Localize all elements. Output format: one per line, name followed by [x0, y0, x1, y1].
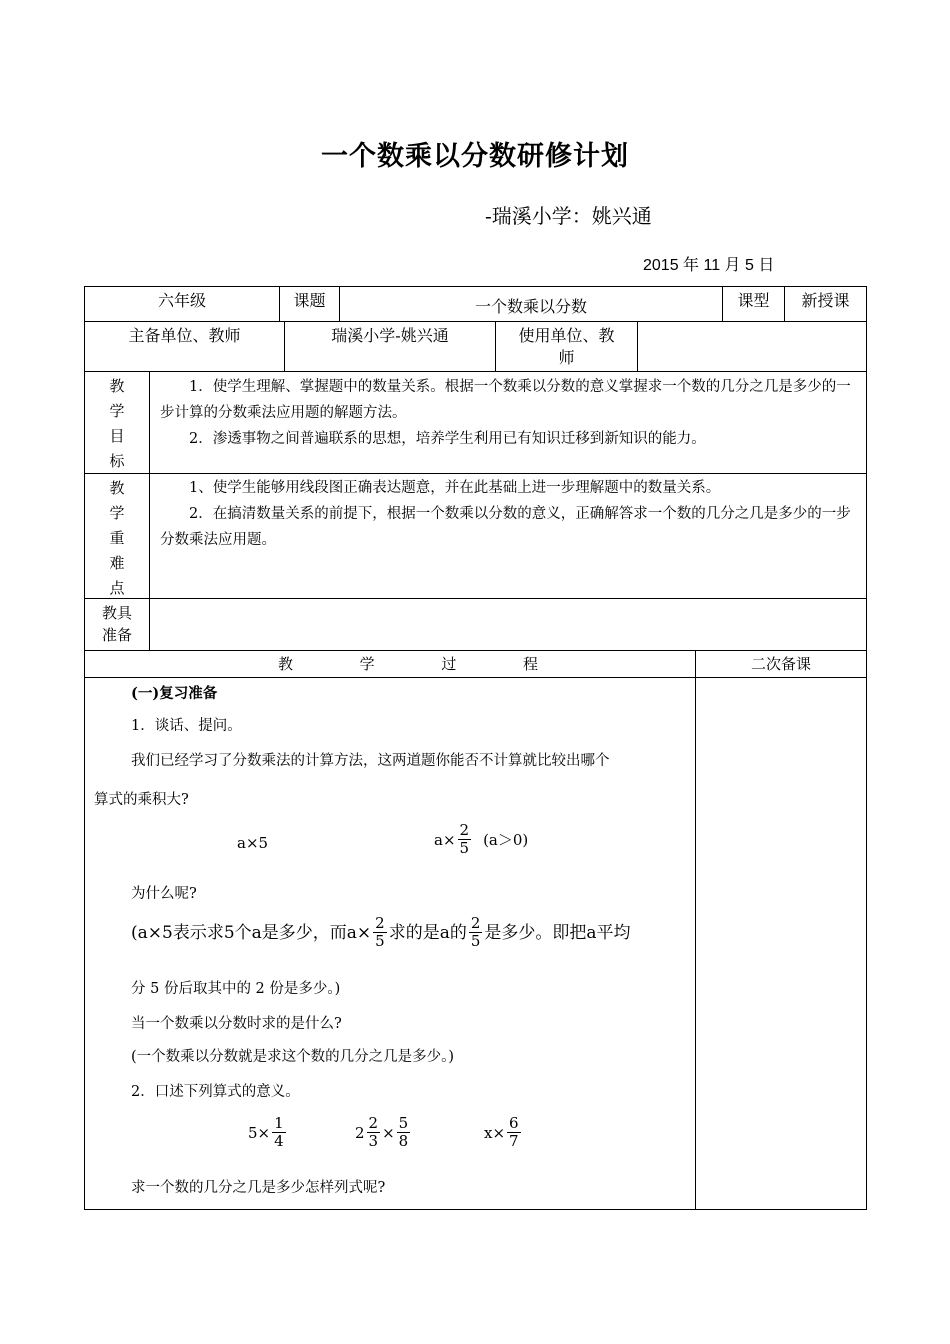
second-prep-header: 二次备课 — [750, 655, 811, 673]
use-unit-label: 使用单位、教 师 — [518, 326, 615, 367]
section-heading: (一)复习准备 — [131, 685, 218, 702]
topic-label: 课题 — [293, 291, 326, 310]
question-3: 求一个数的几分之几是多少怎样列式呢? — [131, 1180, 386, 1196]
prep-unit-label: 主备单位、教师 — [128, 326, 241, 345]
formula-5-times-fraction: 5× $\frac{1}{4}$ — [248, 1114, 284, 1150]
key-points-label: 教 学 重 难 点 — [109, 479, 125, 597]
formula-mixed-times-fraction: 2 $\frac{2}{3}$ × $\frac{5}{8}$ — [355, 1114, 409, 1150]
page-title: 一个数乘以分数研修计划 — [321, 141, 629, 172]
formula-x-times-fraction: x× $\frac{6}{7}$ — [484, 1114, 519, 1150]
prep-unit-value: 瑞溪小学-姚兴通 — [331, 326, 449, 345]
expression-a-times-5: a×5 — [237, 834, 269, 852]
question-line-2: 算式的乘积大? — [94, 792, 189, 808]
question-line-1: 我们已经学习了分数乘法的计算方法，这两道题你能否不计算就比较出哪个 — [131, 753, 610, 769]
step-2: 2．口述下列算式的意义。 — [131, 1084, 300, 1100]
author-line: -瑞溪小学：姚兴通 — [485, 204, 652, 228]
topic-value: 一个数乘以分数 — [474, 297, 587, 316]
type-label: 课型 — [737, 291, 770, 310]
expression-a-times-fraction: a× $\frac{2}{5}$ (a＞0) — [434, 821, 529, 857]
question-2: 当一个数乘以分数时求的是什么? — [131, 1016, 342, 1032]
explanation-line-1: (a×5表示求5个a是多少，而a× $\frac{2}{5}$ 求的是a的 $\frac{2}{5}$ 是多少。即把a平均 — [131, 914, 631, 950]
process-header: 教 学 过 程 — [278, 655, 538, 673]
answer-2: (一个数乘以分数就是求这个数的几分之几是多少。) — [131, 1049, 455, 1065]
goals-label: 教 学 目 标 — [109, 377, 125, 470]
step-1: 1．谈话、提问。 — [131, 718, 242, 734]
tools-label: 教具 准备 — [101, 604, 132, 644]
explanation-line-2: 分 5 份后取其中的 2 份是多少。) — [131, 981, 341, 997]
grade-cell: 六年级 — [157, 291, 206, 310]
why-question: 为什么呢? — [131, 886, 197, 902]
key-points-content: 1、使学生能够用线段图正确表达题意，并在此基础上进一步理解题中的数量关系。 2．在搞清数量关系的前提下，根据一个数乘以分数的意义，正确解答求一个数的几分之几是多少的一步分数乘法应用题。 — [160, 480, 851, 548]
type-value: 新授课 — [801, 291, 850, 310]
date-line: 2015 年 11 月 5 日 — [643, 257, 775, 274]
goals-content: 1．使学生理解、掌握题中的数量关系。根据一个数乘以分数的意义掌握求一个数的几分之几是多少的一步计算的分数乘法应用题的解题方法。 2．渗透事物之间普遍联系的思想，培养学生利用已有知识迁移到新知识的能力。 — [160, 379, 851, 447]
